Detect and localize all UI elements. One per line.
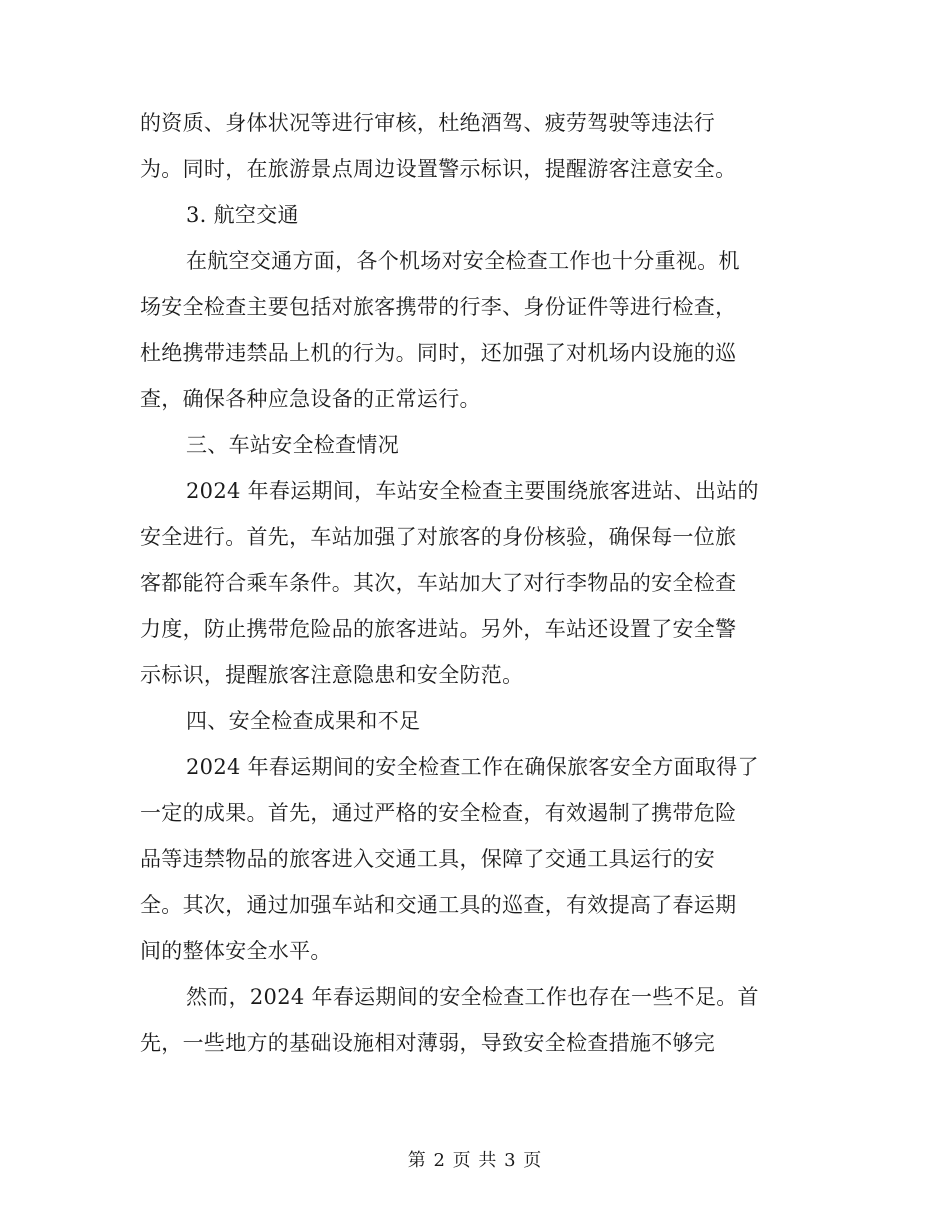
section-heading: 三、车站安全检查情况	[186, 433, 399, 457]
text-line: 查，确保各种应急设备的正常运行。	[140, 387, 481, 411]
text-line: 力度，防止携带危险品的旅客进站。另外，车站还设置了安全警	[140, 617, 737, 641]
text-line: 客都能符合乘车条件。其次，车站加大了对行李物品的安全检查	[140, 571, 737, 595]
text-line: 一定的成果。首先，通过严格的安全检查，有效遏制了携带危险	[140, 801, 737, 825]
text-line: 先，一些地方的基础设施相对薄弱，导致安全检查措施不够完	[140, 1031, 716, 1055]
text-line: 安全进行。首先，车站加强了对旅客的身份核验，确保每一位旅	[140, 525, 737, 549]
paragraph-start: 2024 年春运期间的安全检查工作在确保旅客安全方面取得了	[186, 755, 759, 779]
text-line: 的资质、身体状况等进行审核，杜绝酒驾、疲劳驾驶等违法行	[140, 111, 716, 135]
paragraph-start: 2024 年春运期间，车站安全检查主要围绕旅客进站、出站的	[186, 479, 759, 503]
text-line: 间的整体安全水平。	[140, 939, 332, 963]
paragraph-start: 然而，2024 年春运期间的安全检查工作也存在一些不足。首	[186, 985, 759, 1009]
section-heading: 3. 航空交通	[186, 203, 299, 227]
text-line: 示标识，提醒旅客注意隐患和安全防范。	[140, 663, 524, 687]
paragraph-start: 在航空交通方面，各个机场对安全检查工作也十分重视。机	[186, 249, 740, 273]
document-body	[140, 100, 812, 1066]
text-line: 全。其次，通过加强车站和交通工具的巡查，有效提高了春运期	[140, 893, 737, 917]
page-number-footer: 第 2 页 共 3 页	[407, 1150, 543, 1171]
text-line: 杜绝携带违禁品上机的行为。同时，还加强了对机场内设施的巡	[140, 341, 737, 365]
text-line: 场安全检查主要包括对旅客携带的行李、身份证件等进行检查，	[140, 295, 737, 319]
section-heading: 四、安全检查成果和不足	[186, 709, 421, 733]
text-line: 为。同时，在旅游景点周边设置警示标识，提醒游客注意安全。	[140, 157, 737, 181]
text-line: 品等违禁物品的旅客进入交通工具，保障了交通工具运行的安	[140, 847, 716, 871]
